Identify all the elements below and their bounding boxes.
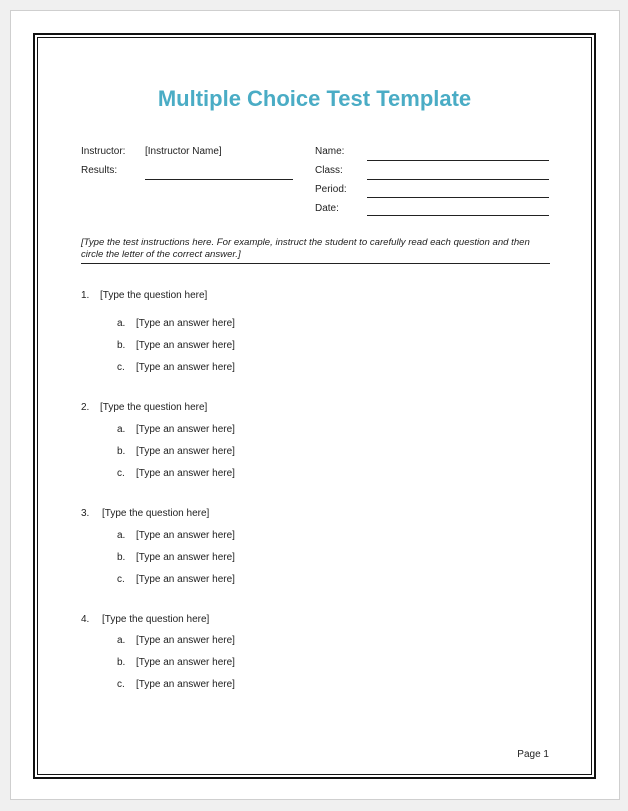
answer-letter: c.: [117, 362, 125, 373]
question-text: [Type the question here]: [102, 614, 210, 625]
answer-text: [Type an answer here]: [136, 446, 235, 457]
question-text: [Type the question here]: [100, 290, 208, 301]
question-4[interactable]: [81, 614, 209, 625]
answer-text: [Type an answer here]: [136, 318, 235, 329]
answer-option[interactable]: [117, 468, 235, 479]
name-field-line[interactable]: [367, 160, 549, 161]
document-title: Multiple Choice Test Template: [157, 86, 472, 111]
answer-letter: a.: [117, 424, 126, 435]
period-label: Period:: [315, 184, 347, 195]
answer-option[interactable]: [117, 657, 235, 668]
answer-text: [Type an answer here]: [136, 468, 235, 479]
question-3[interactable]: [81, 508, 209, 519]
instructor-name-field[interactable]: [Instructor Name]: [145, 146, 222, 157]
answer-letter: a.: [117, 635, 126, 646]
answer-text: [Type an answer here]: [136, 340, 235, 351]
answer-letter: c.: [117, 574, 125, 585]
date-field-line[interactable]: [367, 215, 549, 216]
answer-option[interactable]: [117, 530, 235, 541]
question-1[interactable]: [81, 290, 207, 301]
instructor-label: Instructor:: [81, 146, 126, 157]
answer-option[interactable]: [117, 552, 235, 563]
answer-letter: c.: [117, 679, 125, 690]
instructions-underline: [81, 263, 550, 264]
answer-text: [Type an answer here]: [136, 530, 235, 541]
answer-letter: a.: [117, 530, 126, 541]
answer-letter: b.: [117, 446, 126, 457]
answer-letter: a.: [117, 318, 126, 329]
name-label: Name:: [315, 146, 345, 157]
answer-option[interactable]: [117, 340, 235, 351]
question-text: [Type the question here]: [100, 402, 208, 413]
results-label: Results:: [81, 165, 118, 176]
answer-letter: b.: [117, 340, 126, 351]
answer-letter: b.: [117, 552, 126, 563]
answer-option[interactable]: [117, 446, 235, 457]
question-text: [Type the question here]: [102, 508, 210, 519]
answer-option[interactable]: [117, 424, 235, 435]
answer-option[interactable]: [117, 318, 235, 329]
question-number: 1.: [81, 290, 90, 301]
page-number: Page 1: [517, 749, 549, 760]
answer-letter: b.: [117, 657, 126, 668]
answer-text: [Type an answer here]: [136, 574, 235, 585]
class-field-line[interactable]: [367, 179, 549, 180]
question-number: 2.: [81, 402, 90, 413]
results-field-line[interactable]: [145, 179, 293, 180]
question-2[interactable]: [81, 402, 207, 413]
question-number: 4.: [81, 614, 90, 625]
answer-text: [Type an answer here]: [136, 635, 235, 646]
answer-text: [Type an answer here]: [136, 657, 235, 668]
answer-text: [Type an answer here]: [136, 362, 235, 373]
class-label: Class:: [315, 165, 343, 176]
answer-option[interactable]: [117, 635, 235, 646]
date-label: Date:: [315, 203, 339, 214]
answer-text: [Type an answer here]: [136, 552, 235, 563]
question-number: 3.: [81, 508, 90, 519]
test-instructions[interactable]: [Type the test instructions here. For example, instruct the student to carefully read each question and then circle the letter of the correct answer.]: [81, 237, 530, 260]
answer-text: [Type an answer here]: [136, 424, 235, 435]
period-field-line[interactable]: [367, 197, 549, 198]
answer-letter: c.: [117, 468, 125, 479]
answer-text: [Type an answer here]: [136, 679, 235, 690]
answer-option[interactable]: [117, 574, 235, 585]
answer-option[interactable]: [117, 679, 235, 690]
answer-option[interactable]: [117, 362, 235, 373]
